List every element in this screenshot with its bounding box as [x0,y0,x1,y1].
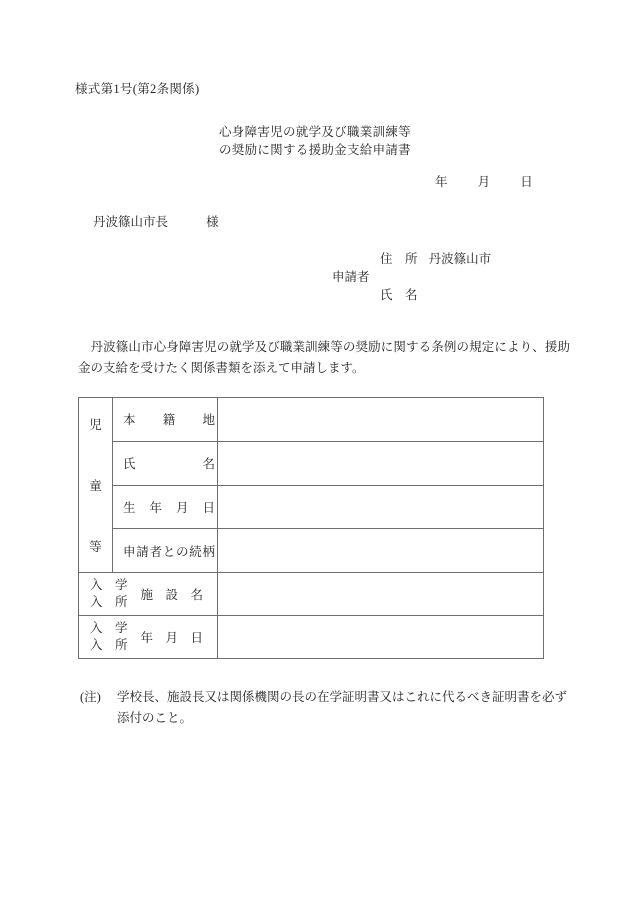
applicant-address-line [0,250,630,268]
facility-name-label: 施 設 名 [140,588,204,602]
footnote-marker: (注) [80,690,101,704]
application-statement: 丹波篠山市心身障害児の就学及び職業訓練等の奨励に関する条例の規定により、援助金の支給を受けたく関係書類を添えて申請します。 [78,340,570,375]
entry-date-label: 年 月 日 [140,631,204,645]
label-cell-relationship: 申請者との続柄 [113,529,218,573]
addressee-honorific: 様 [206,215,219,229]
date-year-label: 年 [435,175,448,189]
document-title-line2: の奨励に関する援助金支給申請書 [218,143,411,157]
value-cell-relationship [218,529,544,573]
value-cell-entry-date [218,616,544,659]
table-row-shimei [79,441,544,485]
group-header-jidou-tou [79,398,113,573]
value-cell-birthdate [218,485,544,529]
table-row-birthdate [79,485,544,529]
form-number: 様式第1号(第2条関係) [75,82,200,96]
label-cell-honseki: 本籍地 [113,398,218,442]
addressee-line [93,215,630,230]
applicant-address-label: 住 所 [380,252,418,266]
entry-admission-prefix: 入 学 入 所 [90,578,128,609]
document-title [0,123,630,159]
label-cell-birthdate: 生年月日 [113,485,218,529]
group-char-1: 児 [89,418,102,432]
label-cell-facility-name [79,573,218,616]
applicant-block [0,250,630,304]
footnote-text: 学校長、施設長又は関係機関の長の在学証明書又はこれに代るべき証明書を必ず添付のこと。 [117,690,568,725]
entry-admission-prefix: 入 学 入 所 [90,621,128,652]
addressee-name: 丹波篠山市長 [93,215,169,229]
value-cell-facility-name [218,573,544,616]
table-row-entry-date [79,616,544,659]
footnote [80,687,630,729]
applicant-address-value: 丹波篠山市 [428,252,492,266]
table-row-relationship [79,529,544,573]
label-cell-entry-date [79,616,218,659]
date-month-label: 月 [477,175,491,189]
value-cell-shimei [218,441,544,485]
group-char-2: 童 [89,479,102,493]
group-char-3: 等 [89,540,102,554]
date-line [435,175,630,190]
date-day-label: 日 [520,175,533,189]
label-cell-shimei: 氏名 [113,441,218,485]
applicant-info-table [78,397,544,659]
applicant-role-label: 申請者 [332,270,370,284]
applicant-name-label: 氏 名 [380,288,418,302]
table-row-facility-name [79,573,544,616]
value-cell-honseki [218,398,544,442]
table-row-honseki [79,398,544,442]
document-title-line1: 心身障害児の就学及び職業訓練等 [218,125,411,139]
